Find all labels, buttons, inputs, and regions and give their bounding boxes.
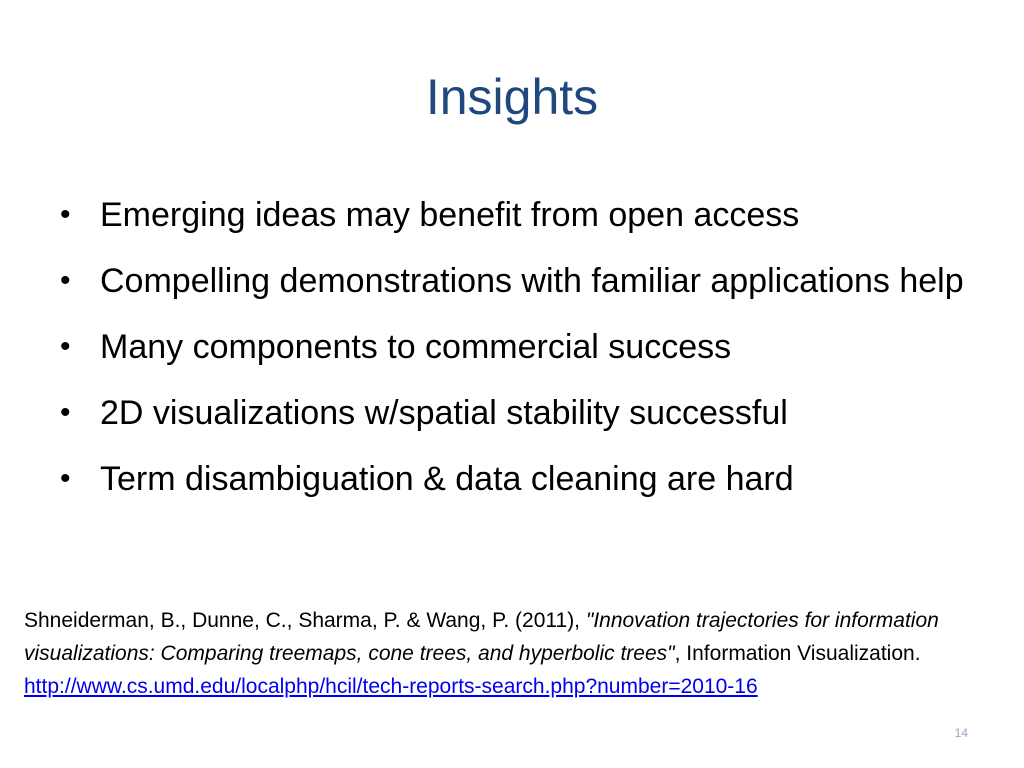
slide-title: Insights — [425, 69, 599, 125]
bullet-marker: • — [60, 462, 71, 495]
bullet-text: Term disambiguation & data cleaning are hard — [100, 460, 794, 498]
citation-title: "Innovation trajectories for information visualizations: Comparing treemaps, cone trees, and hyperbolic trees" — [24, 609, 939, 665]
bullet-item — [60, 454, 980, 504]
bullet-item — [60, 388, 980, 438]
citation-link[interactable]: http://www.cs.umd.edu/localphp/hcil/tech-reports-search.php?number=2010-16 — [24, 675, 758, 698]
citation-venue: , Information Visualization. — [674, 642, 921, 665]
bullet-text: Many components to commercial success — [100, 328, 732, 366]
bullet-item — [60, 190, 980, 240]
bullet-marker: • — [60, 330, 71, 363]
citation-authors: Shneiderman, B., Dunne, C., Sharma, P. & Wang, P. (2011), — [24, 609, 586, 632]
bullet-item — [60, 256, 980, 306]
bullet-marker: • — [60, 396, 71, 429]
bullet-text: Compelling demonstrations with familiar applications help — [100, 262, 964, 300]
bullet-text: Emerging ideas may benefit from open access — [100, 196, 800, 234]
bullet-item — [60, 322, 980, 372]
bullet-marker: • — [60, 198, 71, 231]
citation — [24, 604, 984, 703]
bullet-text: 2D visualizations w/spatial stability successful — [100, 394, 788, 432]
bullet-marker: • — [60, 264, 71, 297]
bullet-list — [60, 190, 980, 520]
slide-number: 14 — [954, 726, 968, 740]
